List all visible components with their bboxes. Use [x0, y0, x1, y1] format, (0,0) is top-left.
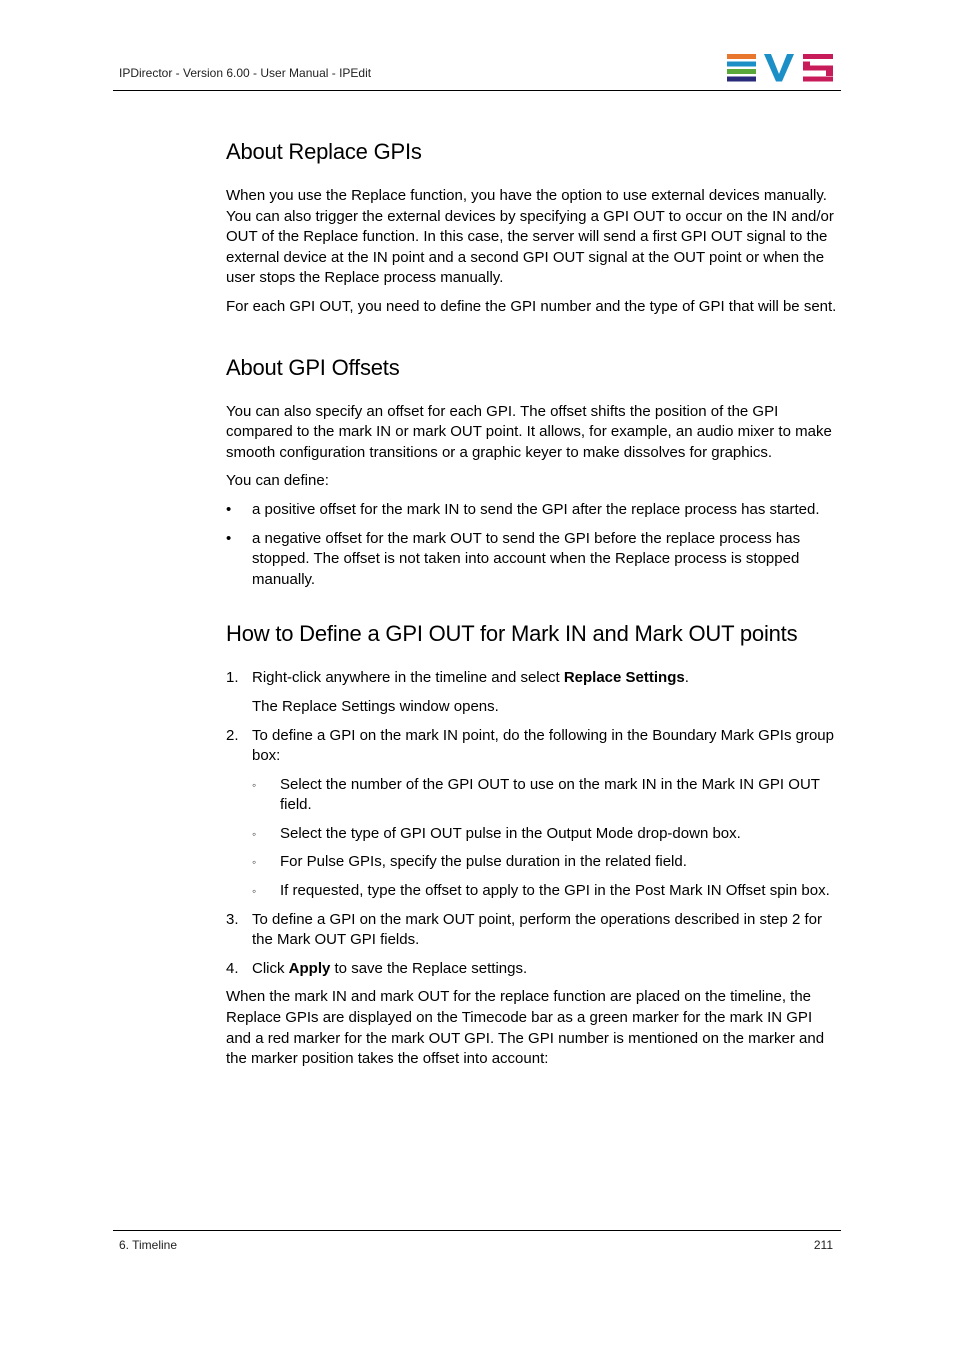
- sub-bullet-marker: ◦: [252, 826, 257, 841]
- paragraph: When the mark IN and mark OUT for the replace function are placed on the timeline, the Replace GPIs are displayed on the Timecode bar as a green marker for the mark IN GPI and a red marker for the mark OUT GPI. The GPI number is mentioned on the marker and the marker position takes the offset into account:: [226, 988, 825, 1068]
- evs-logo: [727, 54, 833, 82]
- sub-step: ◦ Select the type of GPI OUT pulse in the Output Mode drop-down box.: [252, 824, 840, 845]
- logo-stripe: [727, 54, 756, 59]
- paragraph: You can also specify an offset for each GPI. The offset shifts the position of the GPI compared to the mark IN or mark OUT point. It allows, for example, an audio mixer to make smooth configuration transitions or a graphic keyer to make dissolves for graphics.: [226, 402, 832, 461]
- heading-how-to-define-gpi-out: How to Define a GPI OUT for Mark IN and Mark OUT points: [226, 621, 798, 647]
- footer-chapter: 6. Timeline: [119, 1238, 178, 1252]
- step-3: 3. To define a GPI on the mark OUT point, perform the operations described in step 2 for the Mark OUT GPI fields.: [226, 910, 823, 949]
- header-divider: [113, 90, 841, 91]
- ui-term-apply: Apply: [288, 959, 331, 977]
- bullet-marker: •: [226, 529, 232, 547]
- logo-v-shape: [764, 54, 794, 82]
- sub-bullet-marker: ◦: [252, 884, 257, 899]
- procedure-steps: [226, 668, 840, 979]
- ui-term-replace-settings: Replace Settings: [563, 669, 685, 687]
- step-1: 1. Right-click anywhere in the timeline and select Replace Settings. The Replace Settings window opens.: [226, 668, 840, 717]
- step-4: 4. Click Apply to save the Replace settings.: [226, 959, 528, 977]
- sub-step: ◦ For Pulse GPIs, specify the pulse duration in the related field.: [252, 852, 840, 873]
- sub-bullet-marker: ◦: [252, 777, 257, 792]
- footer-divider: [113, 1230, 841, 1231]
- sub-step: ◦ If requested, type the offset to apply to the GPI in the Post Mark IN Offset spin box.: [252, 881, 840, 902]
- step-2: 2. To define a GPI on the mark IN point, do the following in the Boundary Mark GPIs group box: ◦ Select the number of the GPI OUT to use on the mark IN in the Mark IN GPI OUT field. ◦ Select the type of GPI OUT pulse in the Output Mode drop-down box. ◦ For Pulse GPIs, specify the pulse duration in the related field. ◦ If requested, type the offset to apply to the GPI in the Post Mark IN Offset spin box.: [226, 726, 840, 902]
- page-number: 211: [813, 1238, 833, 1252]
- heading-about-replace-gpis: About Replace GPIs: [226, 139, 422, 164]
- heading-about-gpi-offsets: About GPI Offsets: [226, 354, 400, 380]
- logo-stripe: [727, 69, 756, 74]
- running-header: IPDirector - Version 6.00 - User Manual - IPEdit: [119, 66, 372, 80]
- step-result: The Replace Settings window opens.: [252, 697, 499, 715]
- sub-steps: [252, 775, 840, 902]
- logo-stripe: [727, 77, 756, 82]
- logo-stripe: [803, 66, 833, 71]
- bullet-marker: •: [226, 500, 232, 518]
- list-item: • a negative offset for the mark OUT to send the GPI before the replace process has stopped. The offset is not taken into account when the Replace process is stopped manually.: [226, 529, 801, 588]
- list-item: • a positive offset for the mark IN to send the GPI after the replace process has started.: [226, 500, 840, 521]
- paragraph: When you use the Replace function, you have the option to use external devices manually. You can also trigger the external devices by specifying a GPI OUT to occur on the IN and/or OUT of the Replace function. In this case, the server will send a first GPI OUT signal to the external device at the IN point and a second GPI OUT signal at the OUT point or when the user stops the Replace process manually.: [226, 187, 834, 287]
- page-content: [226, 138, 840, 1078]
- sub-bullet-marker: ◦: [252, 855, 257, 870]
- offset-list: [226, 500, 840, 590]
- logo-stripe: [803, 77, 833, 82]
- sub-step: ◦ Select the number of the GPI OUT to use on the mark IN in the Mark IN GPI OUT field.: [252, 775, 820, 814]
- logo-stripe: [727, 62, 756, 67]
- paragraph: For each GPI OUT, you need to define the GPI number and the type of GPI that will be sent.: [226, 297, 837, 315]
- paragraph: You can define:: [226, 472, 329, 490]
- logo-stripe: [803, 54, 833, 59]
- logo-stripe: [826, 70, 833, 76]
